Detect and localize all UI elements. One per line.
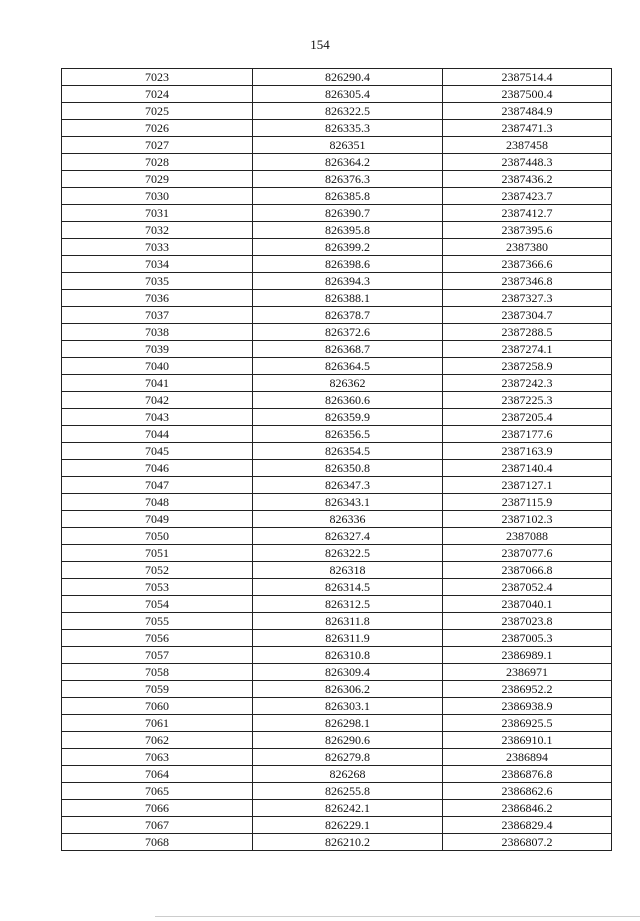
table-row	[62, 392, 612, 409]
table-row	[62, 86, 612, 103]
table-row	[62, 494, 612, 511]
x-coordinate-cell: 826290.4	[253, 69, 443, 86]
x-coordinate-cell: 826364.5	[253, 358, 443, 375]
y-coordinate-cell: 2387458	[443, 137, 612, 154]
x-coordinate-cell: 826312.5	[253, 596, 443, 613]
x-coordinate-cell: 826311.8	[253, 613, 443, 630]
y-coordinate-cell: 2386925.5	[443, 715, 612, 732]
y-coordinate-cell: 2387471.3	[443, 120, 612, 137]
y-coordinate-cell: 2387177.6	[443, 426, 612, 443]
y-coordinate-cell: 2387366.6	[443, 256, 612, 273]
y-coordinate-cell: 2387448.3	[443, 154, 612, 171]
x-coordinate-cell: 826399.2	[253, 239, 443, 256]
y-coordinate-cell: 2387274.1	[443, 341, 612, 358]
x-coordinate-cell: 826354.5	[253, 443, 443, 460]
point-id-cell: 7059	[62, 681, 253, 698]
point-id-cell: 7045	[62, 443, 253, 460]
y-coordinate-cell: 2386952.2	[443, 681, 612, 698]
table-row	[62, 409, 612, 426]
table-row	[62, 528, 612, 545]
y-coordinate-cell: 2387140.4	[443, 460, 612, 477]
y-coordinate-cell: 2387066.8	[443, 562, 612, 579]
point-id-cell: 7034	[62, 256, 253, 273]
y-coordinate-cell: 2387127.1	[443, 477, 612, 494]
x-coordinate-cell: 826298.1	[253, 715, 443, 732]
point-id-cell: 7041	[62, 375, 253, 392]
x-coordinate-cell: 826309.4	[253, 664, 443, 681]
y-coordinate-cell: 2387484.9	[443, 103, 612, 120]
x-coordinate-cell: 826364.2	[253, 154, 443, 171]
y-coordinate-cell: 2387205.4	[443, 409, 612, 426]
table-row	[62, 834, 612, 851]
table-row	[62, 324, 612, 341]
y-coordinate-cell: 2387395.6	[443, 222, 612, 239]
y-coordinate-cell: 2387258.9	[443, 358, 612, 375]
table-row	[62, 596, 612, 613]
table-row	[62, 137, 612, 154]
table-row	[62, 579, 612, 596]
point-id-cell: 7058	[62, 664, 253, 681]
table-row	[62, 69, 612, 86]
x-coordinate-cell: 826335.3	[253, 120, 443, 137]
point-id-cell: 7025	[62, 103, 253, 120]
table-row	[62, 511, 612, 528]
table-row	[62, 647, 612, 664]
point-id-cell: 7031	[62, 205, 253, 222]
y-coordinate-cell: 2387500.4	[443, 86, 612, 103]
x-coordinate-cell: 826318	[253, 562, 443, 579]
table-row	[62, 205, 612, 222]
y-coordinate-cell: 2387163.9	[443, 443, 612, 460]
x-coordinate-cell: 826255.8	[253, 783, 443, 800]
page-number: 154	[310, 37, 330, 52]
coordinate-table-body	[62, 69, 612, 851]
point-id-cell: 7055	[62, 613, 253, 630]
table-row	[62, 477, 612, 494]
point-id-cell: 7064	[62, 766, 253, 783]
x-coordinate-cell: 826336	[253, 511, 443, 528]
table-row	[62, 256, 612, 273]
point-id-cell: 7065	[62, 783, 253, 800]
y-coordinate-cell: 2387115.9	[443, 494, 612, 511]
x-coordinate-cell: 826306.2	[253, 681, 443, 698]
x-coordinate-cell: 826322.5	[253, 545, 443, 562]
table-row	[62, 341, 612, 358]
x-coordinate-cell: 826376.3	[253, 171, 443, 188]
table-row	[62, 358, 612, 375]
y-coordinate-cell: 2387327.3	[443, 290, 612, 307]
table-row	[62, 239, 612, 256]
page-bottom-rule	[155, 916, 640, 917]
table-row	[62, 545, 612, 562]
table-row	[62, 664, 612, 681]
x-coordinate-cell: 826229.1	[253, 817, 443, 834]
x-coordinate-cell: 826210.2	[253, 834, 443, 851]
point-id-cell: 7033	[62, 239, 253, 256]
x-coordinate-cell: 826356.5	[253, 426, 443, 443]
table-row	[62, 103, 612, 120]
x-coordinate-cell: 826350.8	[253, 460, 443, 477]
y-coordinate-cell: 2386876.8	[443, 766, 612, 783]
point-id-cell: 7052	[62, 562, 253, 579]
y-coordinate-cell: 2386829.4	[443, 817, 612, 834]
x-coordinate-cell: 826347.3	[253, 477, 443, 494]
y-coordinate-cell: 2387304.7	[443, 307, 612, 324]
point-id-cell: 7028	[62, 154, 253, 171]
x-coordinate-cell: 826394.3	[253, 273, 443, 290]
point-id-cell: 7067	[62, 817, 253, 834]
y-coordinate-cell: 2386807.2	[443, 834, 612, 851]
x-coordinate-cell: 826385.8	[253, 188, 443, 205]
x-coordinate-cell: 826360.6	[253, 392, 443, 409]
point-id-cell: 7057	[62, 647, 253, 664]
point-id-cell: 7050	[62, 528, 253, 545]
table-row	[62, 613, 612, 630]
table-row	[62, 120, 612, 137]
y-coordinate-cell: 2387005.3	[443, 630, 612, 647]
y-coordinate-cell: 2387242.3	[443, 375, 612, 392]
point-id-cell: 7038	[62, 324, 253, 341]
point-id-cell: 7039	[62, 341, 253, 358]
point-id-cell: 7029	[62, 171, 253, 188]
x-coordinate-cell: 826322.5	[253, 103, 443, 120]
point-id-cell: 7036	[62, 290, 253, 307]
y-coordinate-cell: 2387346.8	[443, 273, 612, 290]
table-row	[62, 426, 612, 443]
table-row	[62, 188, 612, 205]
x-coordinate-cell: 826372.6	[253, 324, 443, 341]
y-coordinate-cell: 2386894	[443, 749, 612, 766]
y-coordinate-cell: 2387023.8	[443, 613, 612, 630]
x-coordinate-cell: 826311.9	[253, 630, 443, 647]
x-coordinate-cell: 826378.7	[253, 307, 443, 324]
y-coordinate-cell: 2387380	[443, 239, 612, 256]
x-coordinate-cell: 826388.1	[253, 290, 443, 307]
table-row	[62, 290, 612, 307]
x-coordinate-cell: 826362	[253, 375, 443, 392]
table-row	[62, 171, 612, 188]
y-coordinate-cell: 2387088	[443, 528, 612, 545]
x-coordinate-cell: 826359.9	[253, 409, 443, 426]
table-row	[62, 817, 612, 834]
x-coordinate-cell: 826290.6	[253, 732, 443, 749]
y-coordinate-cell: 2387514.4	[443, 69, 612, 86]
x-coordinate-cell: 826395.8	[253, 222, 443, 239]
y-coordinate-cell: 2387077.6	[443, 545, 612, 562]
point-id-cell: 7053	[62, 579, 253, 596]
table-row	[62, 800, 612, 817]
point-id-cell: 7035	[62, 273, 253, 290]
y-coordinate-cell: 2387102.3	[443, 511, 612, 528]
y-coordinate-cell: 2387412.7	[443, 205, 612, 222]
point-id-cell: 7049	[62, 511, 253, 528]
point-id-cell: 7032	[62, 222, 253, 239]
point-id-cell: 7048	[62, 494, 253, 511]
y-coordinate-cell: 2387040.1	[443, 596, 612, 613]
y-coordinate-cell: 2386846.2	[443, 800, 612, 817]
point-id-cell: 7040	[62, 358, 253, 375]
x-coordinate-cell: 826303.1	[253, 698, 443, 715]
x-coordinate-cell: 826390.7	[253, 205, 443, 222]
point-id-cell: 7063	[62, 749, 253, 766]
y-coordinate-cell: 2386862.6	[443, 783, 612, 800]
x-coordinate-cell: 826368.7	[253, 341, 443, 358]
point-id-cell: 7030	[62, 188, 253, 205]
table-row	[62, 460, 612, 477]
x-coordinate-cell: 826310.8	[253, 647, 443, 664]
point-id-cell: 7046	[62, 460, 253, 477]
point-id-cell: 7051	[62, 545, 253, 562]
table-row	[62, 732, 612, 749]
point-id-cell: 7062	[62, 732, 253, 749]
x-coordinate-cell: 826242.1	[253, 800, 443, 817]
table-row	[62, 375, 612, 392]
x-coordinate-cell: 826268	[253, 766, 443, 783]
table-row	[62, 443, 612, 460]
table-row	[62, 222, 612, 239]
x-coordinate-cell: 826327.4	[253, 528, 443, 545]
y-coordinate-cell: 2387423.7	[443, 188, 612, 205]
x-coordinate-cell: 826398.6	[253, 256, 443, 273]
table-row	[62, 273, 612, 290]
y-coordinate-cell: 2387225.3	[443, 392, 612, 409]
point-id-cell: 7060	[62, 698, 253, 715]
x-coordinate-cell: 826351	[253, 137, 443, 154]
point-id-cell: 7054	[62, 596, 253, 613]
x-coordinate-cell: 826343.1	[253, 494, 443, 511]
point-id-cell: 7068	[62, 834, 253, 851]
y-coordinate-cell: 2387436.2	[443, 171, 612, 188]
y-coordinate-cell: 2387288.5	[443, 324, 612, 341]
table-row	[62, 698, 612, 715]
x-coordinate-cell: 826314.5	[253, 579, 443, 596]
point-id-cell: 7047	[62, 477, 253, 494]
point-id-cell: 7027	[62, 137, 253, 154]
table-row	[62, 749, 612, 766]
point-id-cell: 7024	[62, 86, 253, 103]
point-id-cell: 7037	[62, 307, 253, 324]
table-row	[62, 783, 612, 800]
table-row	[62, 630, 612, 647]
point-id-cell: 7023	[62, 69, 253, 86]
table-row	[62, 562, 612, 579]
table-row	[62, 766, 612, 783]
point-id-cell: 7026	[62, 120, 253, 137]
point-id-cell: 7061	[62, 715, 253, 732]
y-coordinate-cell: 2386910.1	[443, 732, 612, 749]
y-coordinate-cell: 2386971	[443, 664, 612, 681]
coordinate-table	[61, 68, 612, 851]
table-row	[62, 681, 612, 698]
table-row	[62, 154, 612, 171]
x-coordinate-cell: 826279.8	[253, 749, 443, 766]
point-id-cell: 7056	[62, 630, 253, 647]
point-id-cell: 7044	[62, 426, 253, 443]
y-coordinate-cell: 2386938.9	[443, 698, 612, 715]
y-coordinate-cell: 2387052.4	[443, 579, 612, 596]
table-row	[62, 307, 612, 324]
point-id-cell: 7043	[62, 409, 253, 426]
x-coordinate-cell: 826305.4	[253, 86, 443, 103]
point-id-cell: 7042	[62, 392, 253, 409]
y-coordinate-cell: 2386989.1	[443, 647, 612, 664]
table-row	[62, 715, 612, 732]
point-id-cell: 7066	[62, 800, 253, 817]
